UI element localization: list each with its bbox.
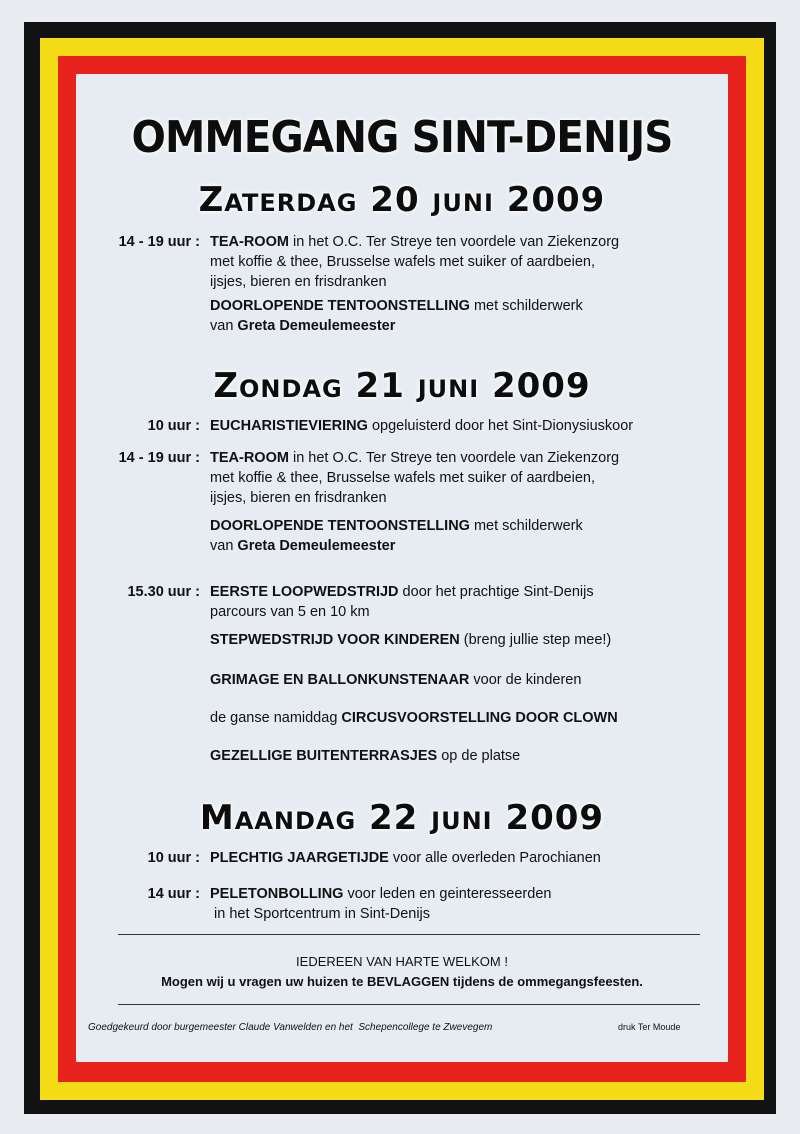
day-heading-sunday: Zondag 21 juni 2009 xyxy=(213,366,591,406)
entry-text-line2: in het Sportcentrum in Sint-Denijs xyxy=(210,906,431,922)
entry-description xyxy=(210,448,710,508)
entry-description xyxy=(210,232,710,292)
entry-text: (breng jullie step mee!) xyxy=(459,632,612,648)
entry-text: opgeluisterd door het Sint-Dionysiuskoor xyxy=(367,418,634,434)
entry-text: voor leden en geinteresseerden xyxy=(343,886,552,902)
artist-name: Greta Demeulemeester xyxy=(237,538,396,554)
entry-title: PLECHTIG JAARGETIJDE xyxy=(210,850,389,866)
entry-text-line3: ijsjes, bieren en frisdranken xyxy=(210,490,387,506)
entry-text-line2: parcours van 5 en 10 km xyxy=(210,604,370,620)
entry-title: GRIMAGE EN BALLONKUNSTENAAR xyxy=(210,672,470,688)
entry-description xyxy=(210,746,710,766)
printer-credit: druk Ter Moude xyxy=(618,1022,681,1032)
entry-text: door het prachtige Sint-Denijs xyxy=(398,584,594,600)
artist-name: Greta Demeulemeester xyxy=(237,318,396,334)
entry-description xyxy=(210,630,710,650)
entry-text-line2: van xyxy=(210,318,238,334)
flag-request xyxy=(76,974,728,989)
entry-title: EERSTE LOOPWEDSTRIJD xyxy=(210,584,399,600)
flag-request-text: Mogen wij u vragen uw huizen te xyxy=(161,974,367,989)
entry-time: 14 uur : xyxy=(147,886,200,902)
approval-note: Goedgekeurd door burgemeester Claude Vanwelden en het Schepencollege te Zwevegem xyxy=(88,1022,493,1033)
divider xyxy=(118,934,700,935)
entry-description xyxy=(210,670,710,690)
flag-request-emphasis: BEVLAGGEN xyxy=(366,974,450,989)
entry-description xyxy=(210,708,710,728)
day-heading-saturday: Zaterdag 20 juni 2009 xyxy=(198,180,606,220)
entry-time: 10 uur : xyxy=(147,850,200,866)
entry-title: DOORLOPENDE TENTOONSTELLING xyxy=(210,518,470,534)
entry-text: met schilderwerk xyxy=(469,298,583,314)
entry-title: EUCHARISTIEVIERING xyxy=(210,418,368,434)
entry-time: 15.30 uur : xyxy=(127,584,200,600)
entry-time: 14 - 19 uur : xyxy=(118,450,200,466)
entry-text-line2: met koffie & thee, Brusselse wafels met suiker of aardbeien, xyxy=(210,254,595,270)
entry-title: DOORLOPENDE TENTOONSTELLING xyxy=(210,298,470,314)
entry-text: in het O.C. Ter Streye ten voordele van Ziekenzorg xyxy=(288,234,620,250)
entry-description xyxy=(210,416,710,436)
entry-time: 10 uur : xyxy=(147,418,200,434)
entry-text-line2: met koffie & thee, Brusselse wafels met suiker of aardbeien, xyxy=(210,470,595,486)
divider xyxy=(118,1004,700,1005)
entry-text: in het O.C. Ter Streye ten voordele van Ziekenzorg xyxy=(288,450,620,466)
entry-text: de ganse namiddag xyxy=(210,710,342,726)
entry-description xyxy=(210,848,710,868)
poster-title: OMMEGANG SINT-DENIJS xyxy=(131,112,673,163)
entry-description xyxy=(210,516,710,556)
entry-text: met schilderwerk xyxy=(469,518,583,534)
flag-request-text-end: tijdens de ommegangsfeesten. xyxy=(449,974,643,989)
poster-content xyxy=(76,74,728,1062)
entry-text: op de platse xyxy=(437,748,521,764)
entry-text: voor alle overleden Parochianen xyxy=(388,850,601,866)
entry-description xyxy=(210,884,710,924)
entry-title: TEA-ROOM xyxy=(210,450,289,466)
entry-text-line3: ijsjes, bieren en frisdranken xyxy=(210,274,387,290)
entry-text-line2: van xyxy=(210,538,238,554)
entry-title: CIRCUSVOORSTELLING DOOR CLOWN xyxy=(341,710,618,726)
entry-description xyxy=(210,296,710,336)
welcome-text: IEDEREEN VAN HARTE WELKOM ! xyxy=(296,954,508,969)
entry-description xyxy=(210,582,710,622)
entry-title: TEA-ROOM xyxy=(210,234,289,250)
entry-text: voor de kinderen xyxy=(469,672,582,688)
day-heading-monday: Maandag 22 juni 2009 xyxy=(199,798,605,838)
entry-title: GEZELLIGE BUITENTERRASJES xyxy=(210,748,438,764)
entry-title: PELETONBOLLING xyxy=(210,886,344,902)
entry-title: STEPWEDSTRIJD VOOR KINDEREN xyxy=(210,632,460,648)
entry-time: 14 - 19 uur : xyxy=(118,234,200,250)
